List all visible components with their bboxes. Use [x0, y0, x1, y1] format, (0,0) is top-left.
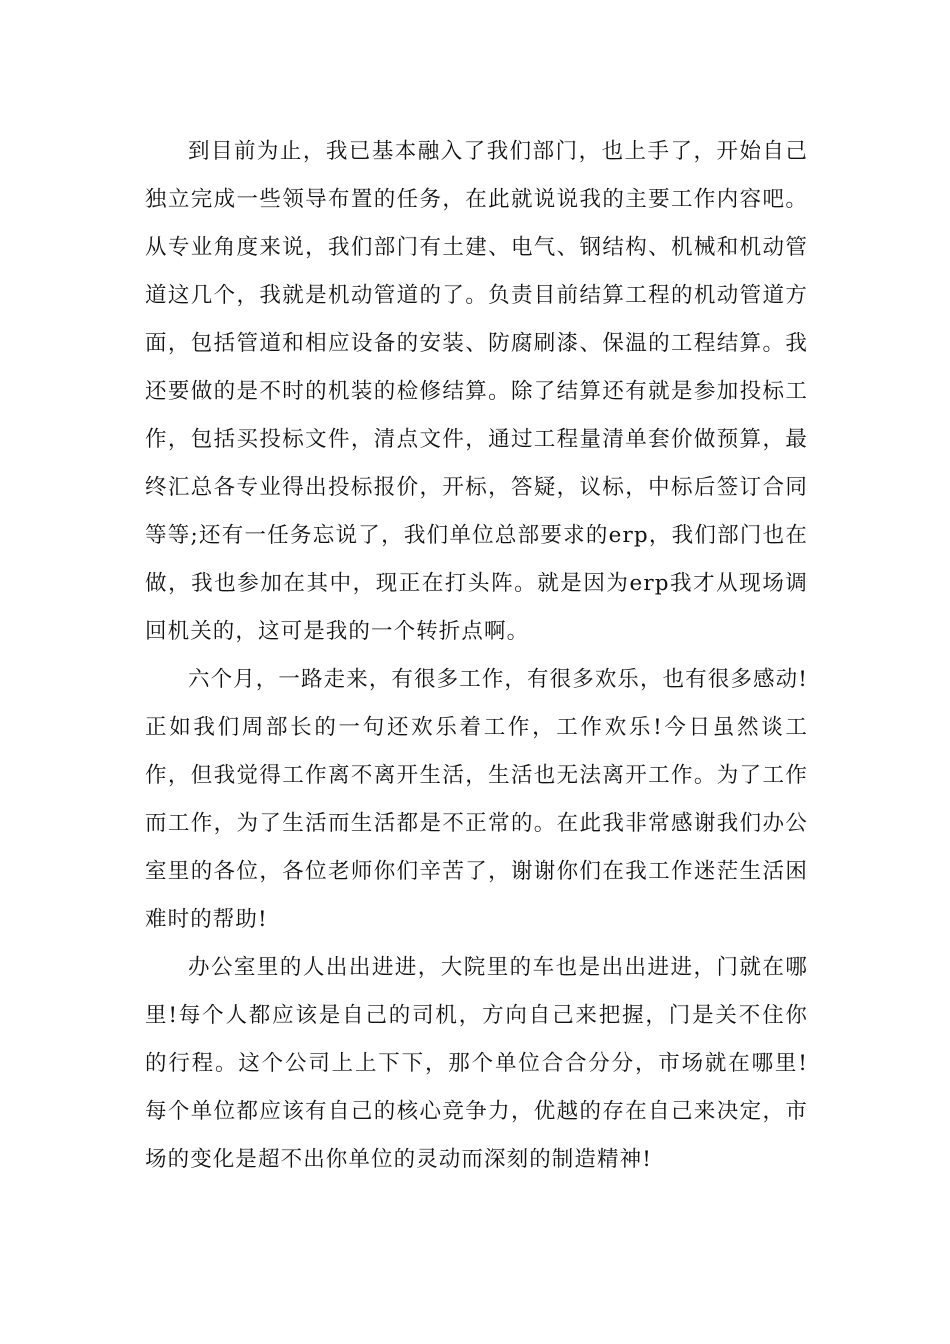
paragraph-office: 办公室里的人出出进进，大院里的车也是出出进进，门就在哪里!每个人都应该是自己的司机，方向自己来把握，门是关不住你的行程。这个公司上上下下，那个单位合合分分，市场就在哪里!每个单位都应该有自己的核心竞争力，优越的存在自己来决定，市场的变化是超不出你单位的灵动而深刻的制造精神!: [145, 955, 808, 1172]
paragraph-six-months: 六个月，一路走来，有很多工作，有很多欢乐，也有很多感动!正如我们周部长的一句还欢乐着工作，工作欢乐!今日虽然谈工作，但我觉得工作离不离开生活，生活也无法离开工作。为了工作而工作，为了生活而生活都是不正常的。在此我非常感谢我们办公室里的各位，各位老师你们辛苦了，谢谢你们在我工作迷茫生活困难时的帮助!: [145, 667, 808, 932]
document-body: [145, 128, 808, 1184]
paragraph-work-content: 到目前为止，我已基本融入了我们部门，也上手了，开始自己独立完成一些领导布置的任务，在此就说说我的主要工作内容吧。从专业角度来说，我们部门有土建、电气、钢结构、机械和机动管道这几个，我就是机动管道的了。负责目前结算工程的机动管道方面，包括管道和相应设备的安装、防腐刷漆、保温的工程结算。我还要做的是不时的机装的检修结算。除了结算还有就是参加投标工作，包括买投标文件，清点文件，通过工程量清单套价做预算，最终汇总各专业得出投标报价，开标，答疑，议标，中标后签订合同等等;还有一任务忘说了，我们单位总部要求的erp，我们部门也在做，我也参加在其中，现正在打头阵。就是因为erp我才从现场调回机关的，这可是我的一个转折点啊。: [145, 139, 808, 644]
